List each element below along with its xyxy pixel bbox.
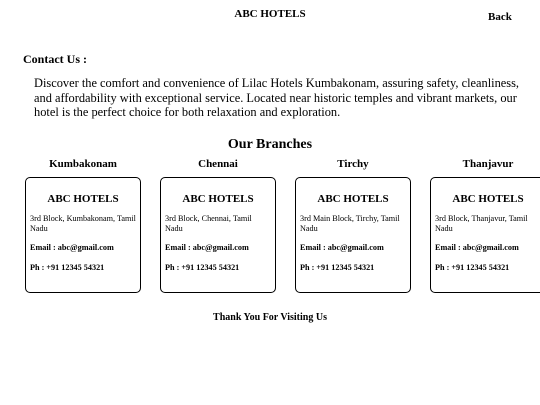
- card-phone: Ph : +91 12345 54321: [165, 263, 240, 272]
- card-address: 3rd Block, Kumbakonam, Tamil Nadu: [30, 214, 136, 233]
- branch-kumbakonam: [25, 157, 141, 293]
- branch-card: [295, 177, 411, 293]
- branches-heading: Our Branches: [227, 137, 313, 152]
- branch-city-label: Thanjavur: [462, 158, 514, 170]
- branch-city-label: Tirchy: [337, 158, 369, 170]
- branch-city-label: Chennai: [198, 158, 238, 170]
- card-address: 3rd Main Block, Tirchy, Tamil Nadu: [300, 214, 400, 233]
- card-phone: Ph : +91 12345 54321: [435, 263, 510, 272]
- contact-heading: Contact Us :: [23, 52, 87, 66]
- card-address: 3rd Block, Chennai, Tamil Nadu: [165, 214, 252, 233]
- card-phone: Ph : +91 12345 54321: [300, 263, 375, 272]
- card-address: 3rd Block, Thanjavur, Tamil Nadu: [435, 214, 528, 233]
- card-phone: Ph : +91 12345 54321: [30, 263, 105, 272]
- footer-thanks: Thank You For Visiting Us: [213, 312, 327, 323]
- branch-card: [25, 177, 141, 293]
- branch-chennai: [160, 157, 276, 293]
- card-email: Email : abc@gmail.com: [435, 243, 519, 252]
- branch-tirchy: [295, 157, 411, 293]
- card-hotel-name: ABC HOTELS: [182, 193, 254, 205]
- card-hotel-name: ABC HOTELS: [452, 193, 524, 205]
- card-email: Email : abc@gmail.com: [165, 243, 249, 252]
- contact-description: Discover the comfort and convenience of Lilac Hotels Kumbakonam, assuring safety, cleanliness, and affordability with exceptional service. Located near historic temples and vibrant markets, our hotel is the perfect choice for both relaxation and exploration.: [34, 76, 520, 119]
- card-hotel-name: ABC HOTELS: [47, 193, 119, 205]
- card-email: Email : abc@gmail.com: [30, 243, 114, 252]
- card-hotel-name: ABC HOTELS: [317, 193, 389, 205]
- branch-card: [160, 177, 276, 293]
- branch-card: [430, 177, 540, 293]
- back-link[interactable]: Back: [488, 11, 512, 23]
- branch-thanjavur: [430, 157, 540, 293]
- brand-title: ABC HOTELS: [234, 8, 306, 20]
- card-email: Email : abc@gmail.com: [300, 243, 384, 252]
- branch-city-label: Kumbakonam: [49, 158, 117, 170]
- branches-row: [0, 157, 540, 297]
